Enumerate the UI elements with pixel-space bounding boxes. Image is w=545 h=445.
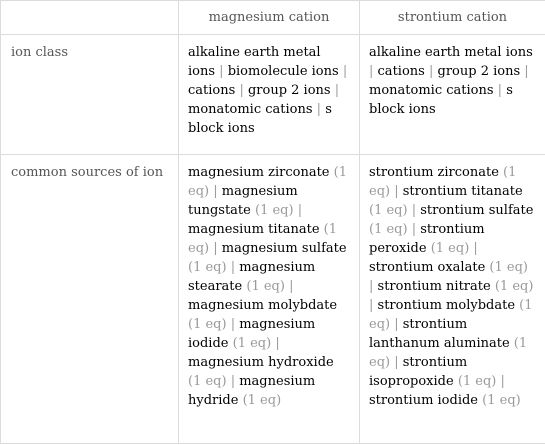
list-item: strontium peroxide [369,222,485,256]
separator: | [342,64,348,79]
separator: | [394,184,399,199]
separator: | [394,355,399,370]
separator: | [230,260,236,275]
equivalent-qualifier: (1 eq) [494,279,534,294]
table-row [1,155,545,444]
separator: | [428,64,434,79]
equivalent-qualifier: (1 eq) [369,222,408,237]
equivalent-qualifier: (1 eq) [489,260,528,275]
separator: | [297,203,303,218]
separator: | [524,64,529,79]
table-row [1,35,545,155]
separator: | [411,222,417,237]
equivalent-qualifier: (1 eq) [188,165,347,199]
list-item: strontium isopropoxide [369,355,468,389]
separator: | [230,317,236,332]
column-header-strontium-cation: strontium cation [360,1,545,35]
list-item: magnesium titanate [188,222,320,237]
list-item: cations [377,64,425,79]
list-item: strontium oxalate [369,260,486,275]
list-item: alkaline earth metal ions [369,45,533,60]
separator: | [369,64,374,79]
list-item: cations [188,83,236,98]
list-item: group 2 ions [437,64,521,79]
separator: | [289,279,294,294]
sources-strontium-cell [360,155,545,444]
list-item: biomolecule ions [227,64,339,79]
separator: | [394,317,399,332]
list-item: strontium sulfate [420,203,534,218]
equivalent-qualifier: (1 eq) [188,374,227,389]
equivalent-qualifier: (1 eq) [188,222,338,256]
list-item: strontium lanthanum aluminate [369,317,510,351]
separator: | [334,83,340,98]
equivalent-qualifier: (1 eq) [255,203,294,218]
separator: | [219,64,224,79]
list-item: magnesium iodide [188,317,316,351]
column-header-magnesium-cation: magnesium cation [179,1,360,35]
list-item: strontium molybdate [377,298,516,313]
sources-magnesium-cell [179,155,360,444]
list-item: alkaline earth metal ions [188,45,321,79]
list-item: s block ions [369,83,513,117]
list-item: monatomic cations [188,102,313,117]
equivalent-qualifier: (1 eq) [369,203,408,218]
list-item: magnesium tungstate [188,184,298,218]
list-item: magnesium zirconate [188,165,330,180]
separator: | [411,203,417,218]
separator: | [213,184,218,199]
list-item: strontium titanate [402,184,523,199]
equivalent-qualifier: (1 eq) [369,336,528,370]
equivalent-qualifier: (1 eq) [188,260,227,275]
separator: | [369,279,374,294]
list-item: monatomic cations [369,83,494,98]
equivalent-qualifier: (1 eq) [188,317,227,332]
list-item: magnesium sulfate [221,241,347,256]
header-row [1,1,545,35]
list-item: group 2 ions [247,83,331,98]
list-item: strontium zirconate [369,165,499,180]
equivalent-qualifier: (1 eq) [246,279,285,294]
equivalent-qualifier: (1 eq) [232,336,272,351]
separator: | [239,83,244,98]
separator: | [500,374,505,389]
ion-class-strontium-cell [360,35,545,155]
list-item: strontium iodide [369,393,479,408]
equivalent-qualifier: (1 eq) [482,393,521,408]
equivalent-qualifier: (1 eq) [369,298,533,332]
equivalent-qualifier: (1 eq) [457,374,497,389]
ion-class-magnesium-cell [179,35,360,155]
list-item: magnesium hydroxide [188,355,334,370]
equivalent-qualifier: (1 eq) [430,241,470,256]
corner-cell [1,1,179,35]
separator: | [316,102,322,117]
row-header-ion-class: ion class [1,35,179,155]
separator: | [473,241,478,256]
list-item: s block ions [188,102,332,136]
list-item: magnesium stearate [188,260,316,294]
equivalent-qualifier: (1 eq) [369,165,517,199]
list-item: strontium nitrate [377,279,491,294]
separator: | [275,336,280,351]
separator: | [213,241,218,256]
list-item: magnesium hydride [188,374,316,408]
list-item: magnesium molybdate [188,298,338,313]
separator: | [497,83,503,98]
separator: | [230,374,236,389]
equivalent-qualifier: (1 eq) [242,393,282,408]
separator: | [369,298,374,313]
row-header-common-sources: common sources of ion [1,155,179,444]
